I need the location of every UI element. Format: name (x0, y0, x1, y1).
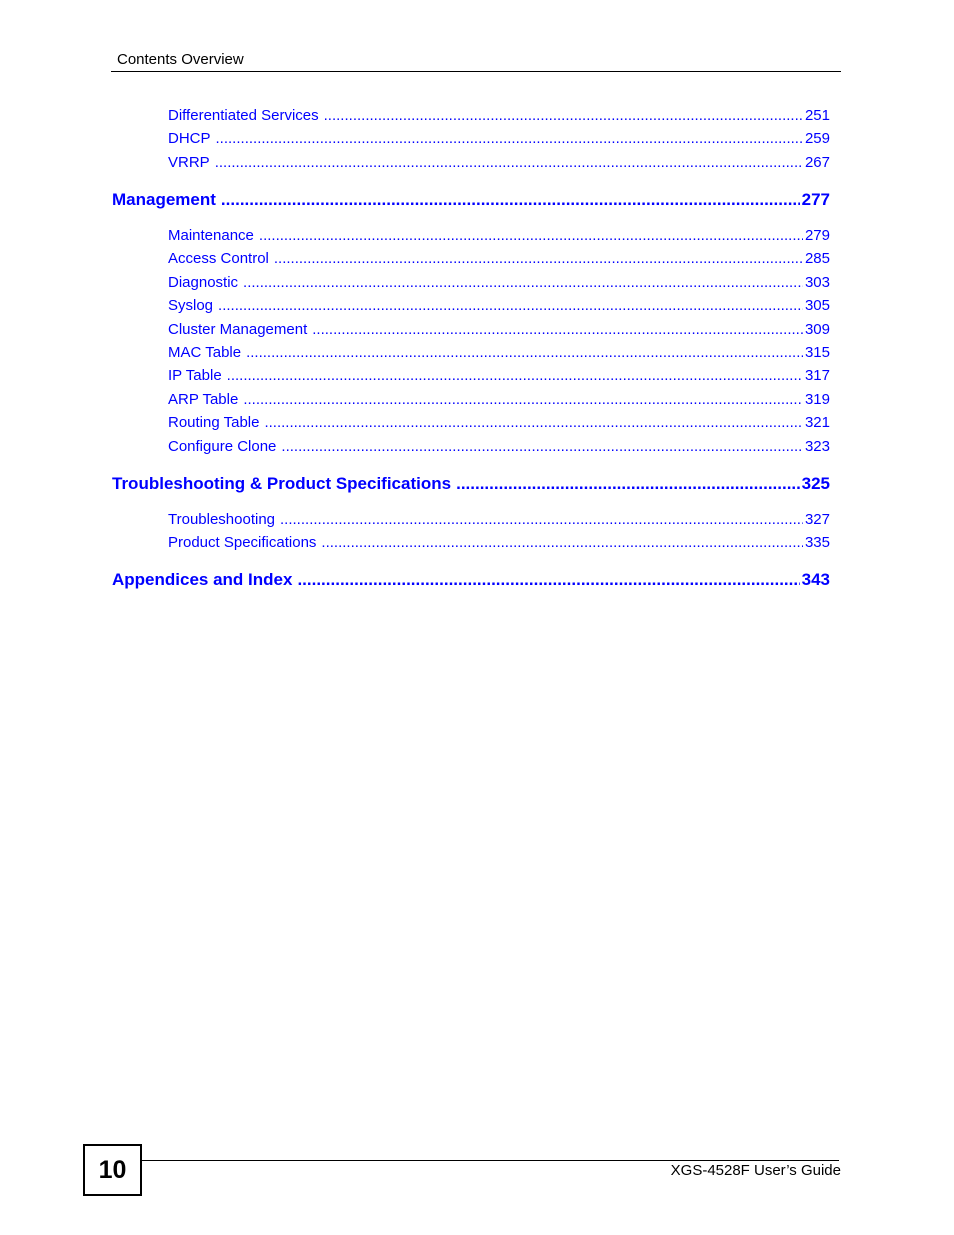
guide-title: XGS-4528F User’s Guide (670, 1162, 841, 1179)
toc-dot-leader (216, 130, 803, 148)
toc-entry-page: 285 (804, 250, 830, 267)
toc-entry-page: 315 (804, 344, 830, 361)
toc-entry-label: Troubleshooting & Product Specifications (112, 474, 452, 493)
toc-chapter-link[interactable] (168, 344, 830, 362)
toc-entry-page: 319 (804, 391, 830, 408)
toc-chapter-link[interactable] (168, 511, 830, 529)
toc-dot-leader (297, 570, 799, 590)
toc-entry-label: Access Control (168, 250, 269, 267)
toc-dot-leader (218, 297, 803, 315)
toc-entry-label: Troubleshooting (168, 511, 276, 528)
toc-entry-page: 309 (804, 321, 830, 338)
toc-chapter-link[interactable] (168, 534, 830, 552)
toc-chapter-link[interactable] (168, 130, 830, 148)
toc-entry-page: 325 (801, 474, 830, 493)
toc-chapter-link[interactable] (168, 250, 830, 268)
toc-section-link[interactable] (112, 570, 830, 590)
toc-chapter-link[interactable] (168, 438, 830, 456)
toc-chapter-link[interactable] (168, 414, 830, 432)
toc-entry-label: Differentiated Services (168, 107, 319, 124)
toc-dot-leader (456, 474, 800, 494)
toc-entry-label: Appendices and Index (112, 570, 293, 589)
toc-entry-label: Maintenance (168, 227, 254, 244)
toc-dot-leader (274, 250, 803, 268)
toc-entry-label: Product Specifications (168, 534, 317, 551)
toc-entry-page: 303 (804, 274, 830, 291)
toc-chapter-link[interactable] (168, 107, 830, 125)
toc-entry-page: 279 (804, 227, 830, 244)
toc-entry-page: 277 (801, 190, 830, 209)
toc-entry-label: Syslog (168, 297, 214, 314)
toc-entry-label: Cluster Management (168, 321, 308, 338)
toc-entry-page: 327 (804, 511, 830, 528)
page-header-title: Contents Overview (117, 51, 244, 68)
toc-dot-leader (259, 227, 803, 245)
toc-dot-leader (321, 534, 803, 552)
toc-entry-label: ARP Table (168, 391, 239, 408)
page-number-box (83, 1144, 142, 1196)
toc-entry-label: Routing Table (168, 414, 260, 431)
footer-divider (140, 1160, 839, 1161)
toc-section-link[interactable] (112, 474, 830, 494)
toc-chapter-link[interactable] (168, 154, 830, 172)
toc-dot-leader (227, 367, 803, 385)
toc-chapter-link[interactable] (168, 367, 830, 385)
toc-entry-page: 321 (804, 414, 830, 431)
toc-section-link[interactable] (112, 190, 830, 210)
toc-entry-page: 343 (801, 570, 830, 589)
toc-chapter-link[interactable] (168, 297, 830, 315)
toc-entry-page: 323 (804, 438, 830, 455)
toc-entry-label: DHCP (168, 130, 211, 147)
toc-entry-page: 267 (804, 154, 830, 171)
toc-dot-leader (221, 190, 800, 210)
toc-dot-leader (243, 274, 803, 292)
toc-entry-page: 305 (804, 297, 830, 314)
toc-dot-leader (312, 321, 803, 339)
toc-chapter-link[interactable] (168, 321, 830, 339)
toc-chapter-link[interactable] (168, 274, 830, 292)
toc-dot-leader (264, 414, 803, 432)
toc-entry-label: MAC Table (168, 344, 242, 361)
toc-entry-label: Management (112, 190, 216, 209)
toc-dot-leader (243, 391, 803, 409)
toc-dot-leader (246, 344, 803, 362)
toc-chapter-link[interactable] (168, 227, 830, 245)
toc-entry-page: 259 (804, 130, 830, 147)
toc-dot-leader (280, 511, 803, 529)
toc-dot-leader (281, 438, 803, 456)
toc-entry-page: 335 (804, 534, 830, 551)
header-divider (111, 71, 841, 72)
toc-dot-leader (324, 107, 803, 125)
toc-entry-label: IP Table (168, 367, 222, 384)
toc-entry-label: Diagnostic (168, 274, 239, 291)
toc-entry-page: 251 (804, 107, 830, 124)
toc-entry-label: Configure Clone (168, 438, 277, 455)
toc-chapter-link[interactable] (168, 391, 830, 409)
toc-entry-label: VRRP (168, 154, 210, 171)
toc-dot-leader (215, 154, 803, 172)
toc-entry-page: 317 (804, 367, 830, 384)
page-number: 10 (98, 1155, 127, 1184)
